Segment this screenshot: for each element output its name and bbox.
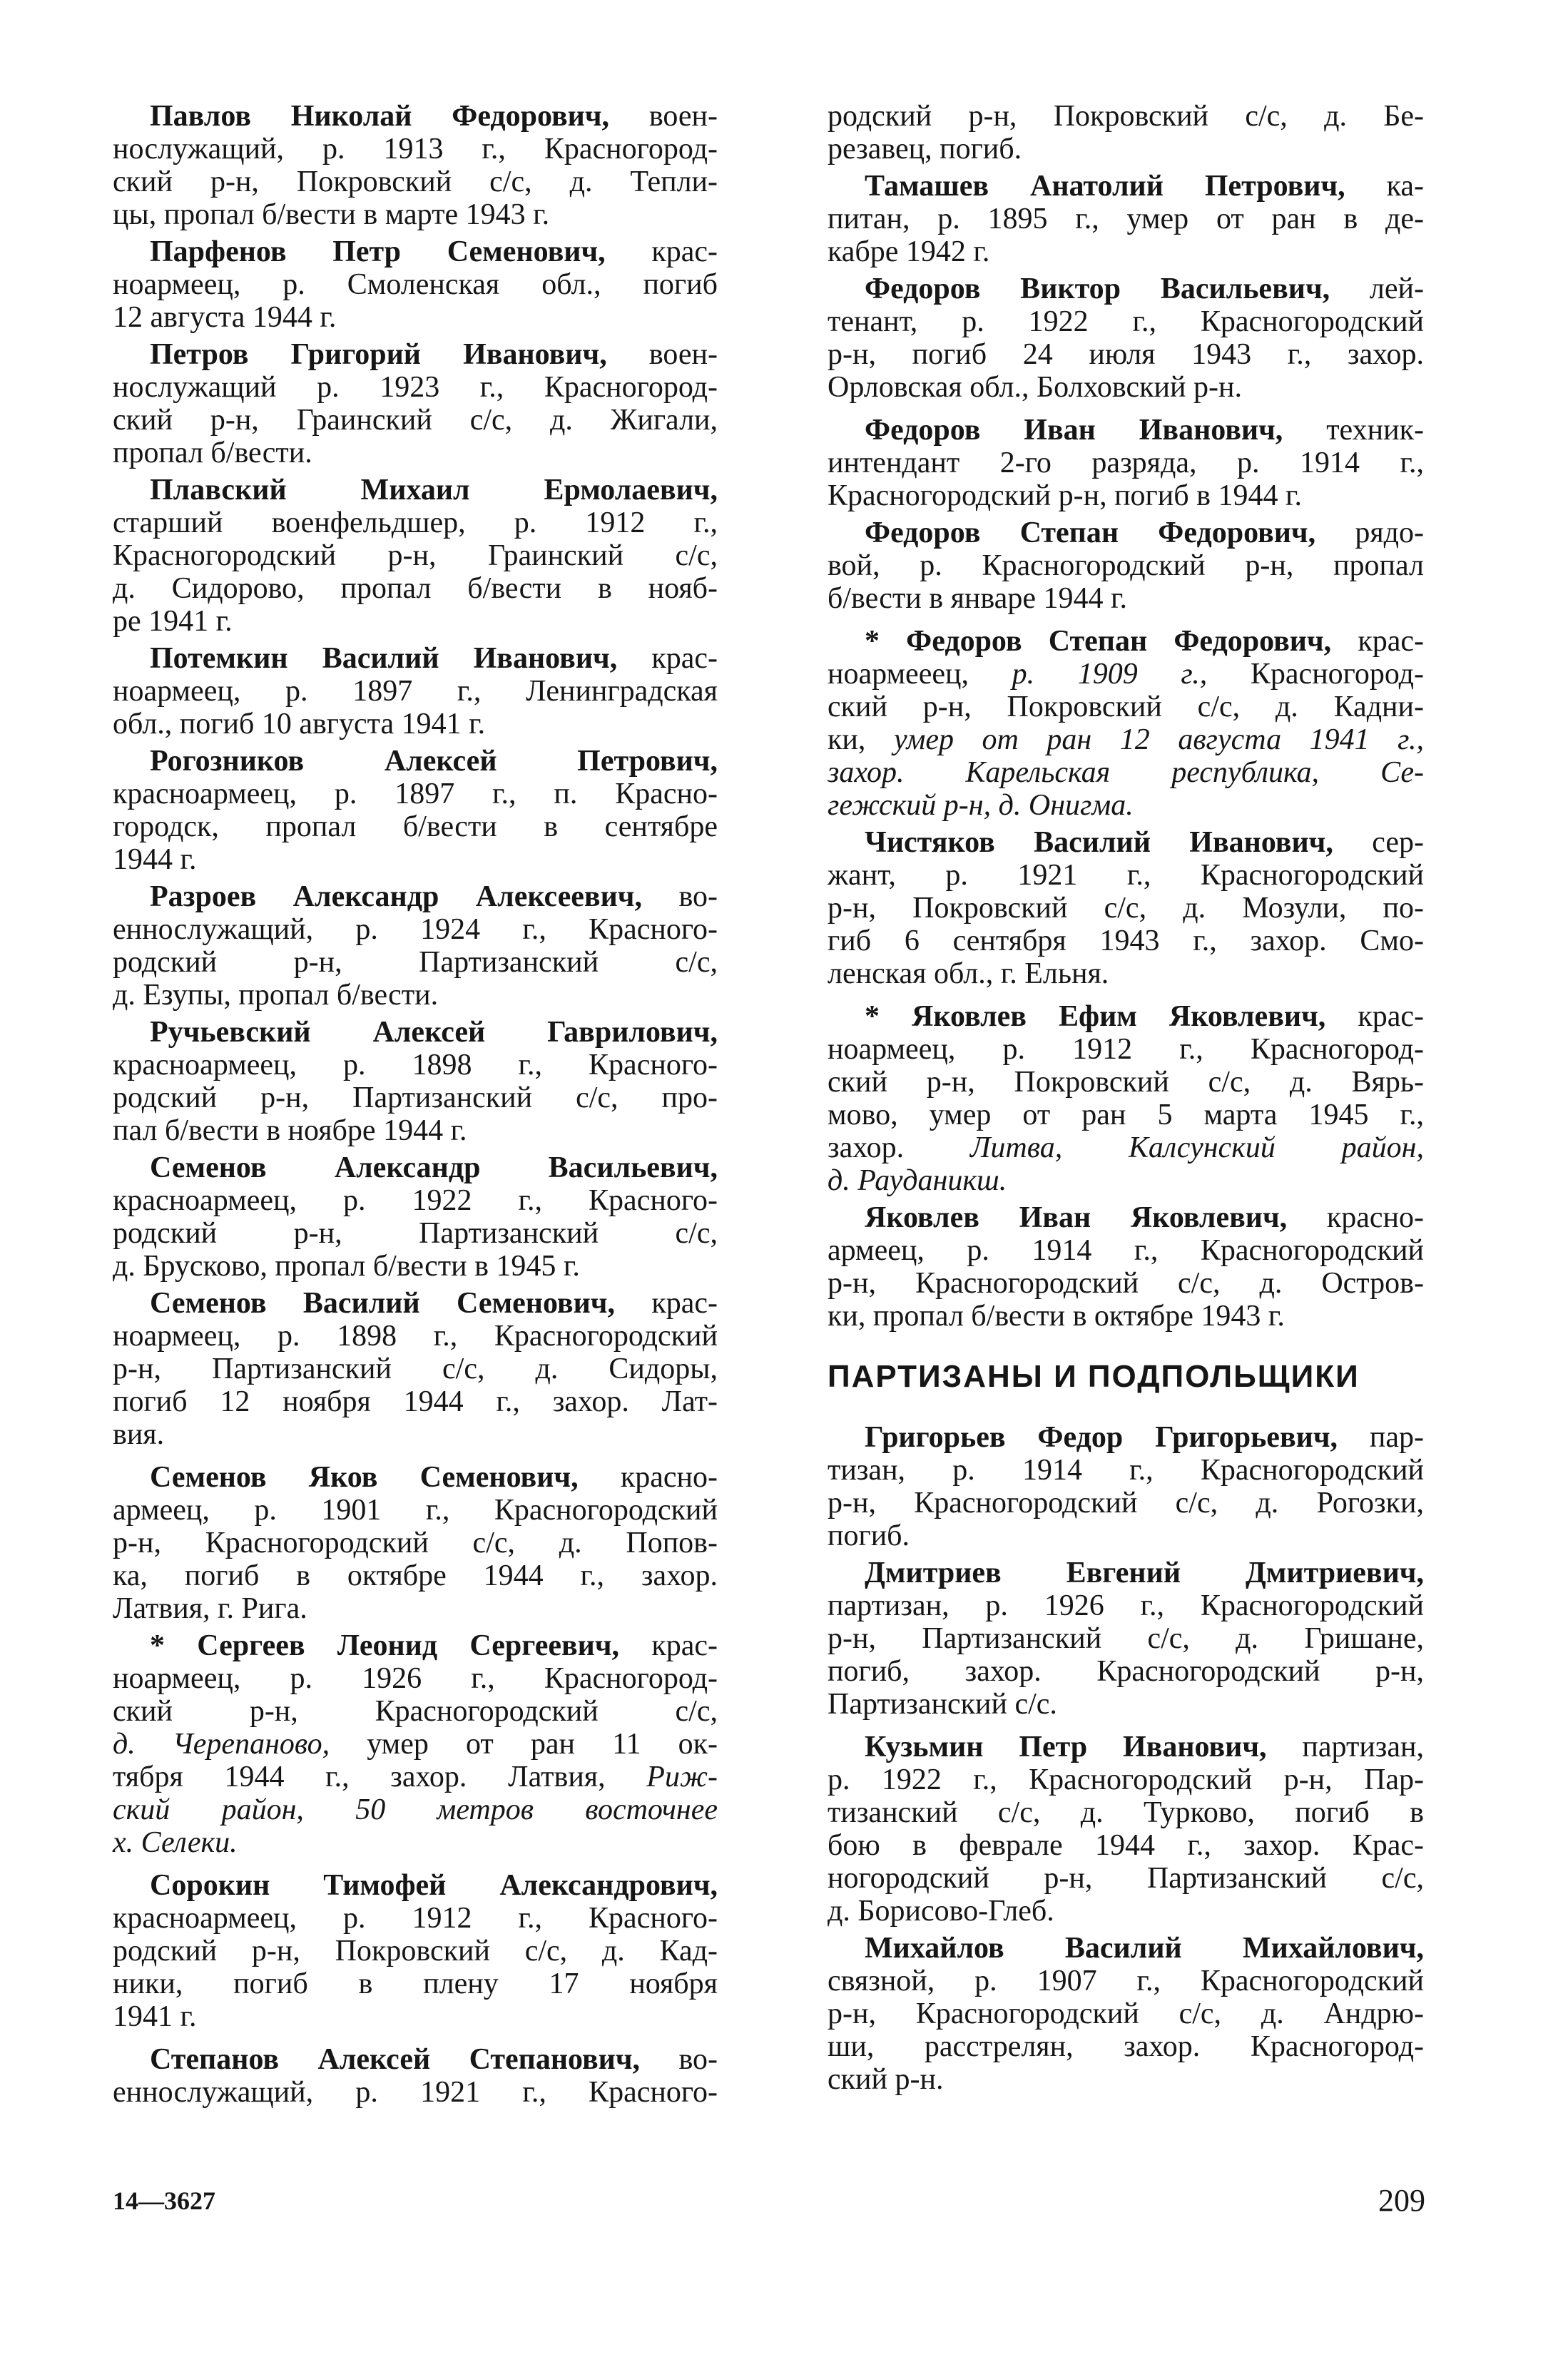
text-line	[828, 1099, 1424, 1131]
italic-text: д. Черепаново,	[113, 1728, 330, 1761]
person-name: Федоров Виктор Васильевич,	[865, 273, 1330, 305]
section-heading: ПАРТИЗАНЫ И ПОДПОЛЬЩИКИ	[828, 1359, 1360, 1394]
line-text: кабре 1942 г.	[828, 235, 990, 268]
text-line	[113, 810, 718, 843]
line-text: рядо-	[1355, 516, 1425, 549]
line-text: ский р-н, Покровский с/с, д. Вярь-	[828, 1066, 1424, 1099]
text-line	[828, 1731, 1424, 1763]
italic-text: умер от ран 12 августа 1941 г.,	[893, 723, 1424, 756]
text-line	[113, 1629, 718, 1662]
line-text: крас-	[1358, 1000, 1424, 1033]
text-line	[828, 1454, 1424, 1487]
line-text: р-н, погиб 24 июля 1943 г., захор.	[828, 338, 1424, 371]
text-line	[828, 1895, 1424, 1928]
memorial-entry	[113, 100, 718, 231]
text-line	[828, 479, 1424, 512]
text-line	[113, 1184, 718, 1217]
person-name: Разроев Александр Алексеевич,	[150, 880, 642, 913]
text-line	[113, 1527, 718, 1559]
line-text: р-н, Покровский с/с, д. Мозули, по-	[828, 892, 1424, 925]
text-line	[113, 745, 718, 778]
text-line	[828, 1622, 1424, 1655]
line-text: Латвия, г. Рига.	[113, 1592, 307, 1625]
line-text: 12 августа 1944 г.	[113, 301, 337, 334]
line-text: нослужащий р. 1923 г., Красногород-	[113, 371, 718, 404]
text-line	[828, 1763, 1424, 1796]
text-line	[113, 1151, 718, 1184]
line-text: ши, расстрелян, захор. Красногород-	[828, 2030, 1424, 2063]
text-line	[828, 658, 1424, 691]
line-text: ноармеец, р. 1912 г., Красногород-	[828, 1033, 1424, 1066]
line-text: р-н, Красногородский с/с, д. Остров-	[828, 1267, 1424, 1300]
line-text: погиб, захор. Красногородский р-н,	[828, 1655, 1424, 1688]
text-line	[828, 1655, 1424, 1688]
person-name: Чистяков Василий Иванович,	[865, 826, 1333, 859]
text-line	[113, 506, 718, 539]
line-text: партизан,	[1302, 1731, 1425, 1763]
line-text: родский р-н, Партизанский с/с,	[113, 946, 718, 979]
italic-text: х. Селеки.	[113, 1826, 238, 1859]
memorial-entry	[828, 1557, 1424, 1721]
text-line	[113, 1793, 718, 1826]
line-text: ленская обл., г. Ельня.	[828, 957, 1109, 990]
text-line	[828, 170, 1424, 203]
person-name: Федоров Иван Иванович,	[865, 414, 1283, 447]
line-text: интендант 2-го разряда, р. 1914 г.,	[828, 447, 1424, 479]
text-line	[828, 133, 1424, 166]
text-line	[828, 338, 1424, 371]
text-line	[113, 605, 718, 638]
text-line	[113, 572, 718, 605]
text-line	[828, 1164, 1424, 1197]
text-line	[113, 539, 718, 572]
line-text: ники, погиб в плену 17 ноября	[113, 1967, 718, 2000]
text-line	[113, 1494, 718, 1527]
text-line	[113, 437, 718, 469]
memorial-entry	[828, 414, 1424, 512]
line-text: городск, пропал б/вести в сентябре	[113, 810, 718, 843]
person-name: Михайлов Василий Михайлович,	[865, 1932, 1424, 1965]
memorial-entry	[113, 1869, 718, 2033]
text-line	[828, 1862, 1424, 1895]
memorial-entry	[113, 1151, 718, 1283]
text-line	[113, 2000, 718, 2033]
italic-text: гежский р-н, д. Онигма.	[828, 789, 1134, 822]
line-text: д. Езупы, пропал б/вести.	[113, 979, 439, 1012]
memorial-entry	[828, 826, 1424, 990]
person-name: Семенов Яков Семенович,	[150, 1461, 579, 1494]
line-text: крас-	[651, 235, 718, 268]
memorial-entry	[828, 625, 1424, 822]
memorial-entry	[113, 1461, 718, 1625]
text-line	[828, 756, 1424, 789]
text-line	[113, 1728, 718, 1761]
text-line	[113, 1287, 718, 1320]
line-text: еннослужащий, р. 1921 г., Красного-	[113, 2076, 718, 2109]
text-line	[113, 1662, 718, 1695]
line-text: вой, р. Красногородский р-н, пропал	[828, 549, 1424, 582]
memorial-entry	[113, 474, 718, 638]
text-line	[113, 1826, 718, 1859]
text-line	[113, 1114, 718, 1147]
text-line	[828, 1267, 1424, 1300]
person-name: Ручьевский Алексей Гаврилович,	[150, 1016, 718, 1049]
line-text: партизан, р. 1926 г., Красногородский	[828, 1589, 1424, 1622]
text-line	[113, 198, 718, 231]
text-line	[113, 1935, 718, 1967]
line-text: старший военфельдшер, р. 1912 г.,	[113, 506, 718, 539]
text-line	[113, 268, 718, 301]
text-line	[828, 1066, 1424, 1099]
line-text: гиб 6 сентября 1943 г., захор. Смо-	[828, 925, 1424, 957]
memorial-entry	[828, 516, 1424, 615]
person-name: Семенов Александр Васильевич,	[150, 1151, 718, 1184]
text-line	[828, 1965, 1424, 1997]
text-line	[828, 1829, 1424, 1862]
line-text: ский р-н, Покровский с/с, д. Кадни-	[828, 691, 1424, 723]
line-text: крас-	[651, 642, 718, 675]
memorial-entry	[113, 338, 718, 469]
text-line	[113, 642, 718, 675]
text-line	[113, 1461, 718, 1494]
text-line	[828, 549, 1424, 582]
line-text: ноармеец, р. 1898 г., Красногородский	[113, 1320, 718, 1353]
text-line	[828, 1932, 1424, 1965]
line-text: связной, р. 1907 г., Красногородский	[828, 1965, 1424, 1997]
left-column	[113, 100, 718, 2113]
text-line	[113, 1217, 718, 1250]
line-text: родский р-н, Партизанский с/с, про-	[113, 1081, 718, 1114]
line-text: красноармеец, р. 1898 г., Красного-	[113, 1049, 718, 1081]
line-text: ский р-н, Красногородский с/с,	[113, 1695, 718, 1728]
text-line	[113, 371, 718, 404]
text-line	[113, 1385, 718, 1418]
text-line	[113, 100, 718, 133]
text-line	[113, 946, 718, 979]
person-name: Плавский Михаил Ермолаевич,	[150, 474, 718, 506]
line-text: резавец, погиб.	[828, 133, 1022, 166]
line-text: ка-	[1386, 170, 1424, 203]
text-line	[828, 305, 1424, 338]
line-text: красноармеец, р. 1912 г., Красного-	[113, 1902, 718, 1935]
right-column	[828, 100, 1424, 2100]
line-text: сер-	[1372, 826, 1424, 859]
text-line	[113, 1081, 718, 1114]
right-column-entries	[828, 100, 1424, 1333]
text-line	[828, 859, 1424, 892]
text-line	[113, 1902, 718, 1935]
line-text: тенант, р. 1922 г., Красногородский	[828, 305, 1424, 338]
line-text: д. Брусково, пропал б/вести в 1945 г.	[113, 1250, 580, 1283]
line-text: ский р-н.	[828, 2063, 944, 2096]
line-text: воен-	[648, 100, 718, 133]
line-text: крас-	[651, 1287, 718, 1320]
line-text: крас-	[651, 1629, 718, 1662]
line-text: р-н, Красногородский с/с, д. Андрю-	[828, 1997, 1424, 2030]
person-name: * Федоров Степан Федорович,	[865, 625, 1332, 658]
person-name: Дмитриев Евгений Дмитриевич,	[865, 1557, 1424, 1589]
person-name: Григорьев Федор Григорьевич,	[865, 1421, 1338, 1454]
text-line	[828, 1487, 1424, 1519]
text-line	[828, 789, 1424, 822]
text-line	[113, 1761, 718, 1793]
line-text: мово, умер от ран 5 марта 1945 г.,	[828, 1099, 1424, 1131]
line-text: 1944 г.	[113, 843, 197, 876]
line-text: р. 1922 г., Красногородский р-н, Пар-	[828, 1763, 1424, 1796]
text-line	[828, 2030, 1424, 2063]
text-line	[828, 203, 1424, 235]
text-line	[113, 474, 718, 506]
text-line	[113, 235, 718, 268]
line-text: питан, р. 1895 г., умер от ран в де-	[828, 203, 1424, 235]
text-line	[113, 1869, 718, 1902]
entry-continuation	[828, 100, 1424, 166]
text-line	[113, 778, 718, 810]
person-name: Тамашев Анатолий Петрович,	[865, 170, 1345, 203]
line-text: погиб.	[828, 1519, 910, 1552]
text-line	[113, 2076, 718, 2109]
text-line	[113, 133, 718, 166]
text-line	[113, 1418, 718, 1451]
text-line	[113, 1967, 718, 2000]
memorial-entry	[828, 1201, 1424, 1333]
memorial-entry	[828, 170, 1424, 268]
italic-text: Риж-	[646, 1761, 718, 1793]
text-line	[113, 1250, 718, 1283]
line-text: ногородский р-н, Партизанский с/с,	[828, 1862, 1424, 1895]
line-text: лей-	[1369, 273, 1424, 305]
memorial-entry	[113, 880, 718, 1012]
line-text: родский р-н, Партизанский с/с,	[113, 1217, 718, 1250]
text-line	[828, 1688, 1424, 1721]
person-name: Сорокин Тимофей Александрович,	[150, 1869, 718, 1902]
italic-text: ский район, 50 метров восточнее	[113, 1793, 718, 1826]
memorial-entry	[828, 1421, 1424, 1552]
person-name: Рогозников Алексей Петрович,	[150, 745, 718, 778]
person-name: Степанов Алексей Степанович,	[150, 2043, 641, 2076]
memorial-entry	[828, 1932, 1424, 2096]
text-line	[828, 625, 1424, 658]
text-line	[113, 675, 718, 708]
memorial-entry	[113, 745, 718, 876]
memorial-entry	[113, 1016, 718, 1147]
line-text: Красногород-	[1250, 658, 1425, 691]
text-line	[828, 235, 1424, 268]
person-name: Яковлев Иван Яковлевич,	[865, 1201, 1288, 1234]
memorial-entry	[113, 642, 718, 740]
line-text: бою в феврале 1944 г., захор. Крас-	[828, 1829, 1424, 1862]
italic-text: Литва, Калсунский район,	[969, 1131, 1424, 1164]
text-line	[828, 1557, 1424, 1589]
person-name: Кузьмин Петр Иванович,	[865, 1731, 1267, 1763]
person-name: Петров Григорий Иванович,	[150, 338, 607, 371]
text-line	[828, 516, 1424, 549]
line-text: цы, пропал б/вести в марте 1943 г.	[113, 198, 550, 231]
line-text: армеец, р. 1914 г., Красногородский	[828, 1234, 1424, 1267]
line-text: Красногородский р-н, Граинский с/с,	[113, 539, 718, 572]
text-line	[828, 691, 1424, 723]
line-text: ский р-н, Граинский с/с, д. Жигали,	[113, 404, 718, 437]
text-line	[113, 166, 718, 198]
text-line	[113, 979, 718, 1012]
text-line	[113, 1559, 718, 1592]
line-text: р-н, Партизанский с/с, д. Гришане,	[828, 1622, 1424, 1655]
line-text: во-	[678, 2043, 718, 2076]
line-text: тября 1944 г., захор. Латвия,	[113, 1761, 606, 1793]
line-text: р-н, Красногородский с/с, д. Рогозки,	[828, 1487, 1424, 1519]
text-line	[828, 1131, 1424, 1164]
line-text: воен-	[648, 338, 718, 371]
text-line	[113, 404, 718, 437]
line-text: ноармеец, р. 1897 г., Ленинградская	[113, 675, 718, 708]
line-text: обл., погиб 10 августа 1941 г.	[113, 708, 486, 740]
person-name: Потемкин Василий Иванович,	[150, 642, 618, 675]
text-line	[828, 1796, 1424, 1829]
line-text: р-н, Красногородский с/с, д. Попов-	[113, 1527, 718, 1559]
text-line	[113, 708, 718, 740]
text-line	[828, 2063, 1424, 2096]
text-line	[113, 1592, 718, 1625]
text-line	[828, 1201, 1424, 1234]
text-line	[828, 1300, 1424, 1333]
text-line	[828, 826, 1424, 859]
italic-text: захор. Карельская республика, Се-	[828, 756, 1424, 789]
text-line	[113, 2043, 718, 2076]
text-line	[828, 1589, 1424, 1622]
line-text: пар-	[1369, 1421, 1424, 1454]
line-text: тизан, р. 1914 г., Красногородский	[828, 1454, 1424, 1487]
memorial-entry	[113, 235, 718, 334]
page-number: 209	[1378, 2183, 1425, 2218]
text-line	[828, 273, 1424, 305]
text-line	[828, 1421, 1424, 1454]
text-line	[828, 371, 1424, 404]
memorial-entry	[828, 1000, 1424, 1197]
memorial-entry	[828, 1731, 1424, 1928]
line-text: пропал б/вести.	[113, 437, 312, 469]
line-text: красно-	[620, 1461, 718, 1494]
line-text: д. Борисово-Глеб.	[828, 1895, 1054, 1928]
text-line	[113, 1049, 718, 1081]
line-text: вия.	[113, 1418, 165, 1451]
text-line	[113, 1695, 718, 1728]
text-line	[828, 414, 1424, 447]
italic-text: р. 1909 г.,	[1012, 658, 1208, 691]
person-name: Федоров Степан Федорович,	[865, 516, 1316, 549]
line-text: погиб 12 ноября 1944 г., захор. Лат-	[113, 1385, 718, 1418]
text-line	[113, 1353, 718, 1385]
text-line	[113, 1016, 718, 1049]
line-text: красноармеец, р. 1897 г., п. Красно-	[113, 778, 718, 810]
line-text: ка, погиб в октябре 1944 г., захор.	[113, 1559, 718, 1592]
person-name: Павлов Николай Федорович,	[150, 100, 610, 133]
line-text: ноармеец, р. 1926 г., Красногород-	[113, 1662, 718, 1695]
memorial-entry	[113, 1287, 718, 1451]
text-line	[828, 582, 1424, 615]
memorial-entry	[113, 1629, 718, 1859]
person-name: * Яковлев Ефим Яковлевич,	[865, 1000, 1326, 1033]
text-line	[828, 957, 1424, 990]
line-text: ноармееец,	[828, 658, 969, 691]
line-text: ки,	[828, 723, 866, 756]
text-line	[113, 913, 718, 946]
line-text: Красногородский р-н, погиб в 1944 г.	[828, 479, 1302, 512]
line-text: Партизанский с/с.	[828, 1688, 1057, 1721]
text-line	[828, 447, 1424, 479]
text-line	[828, 100, 1424, 133]
line-text: красноармеец, р. 1922 г., Красного-	[113, 1184, 718, 1217]
line-text: техник-	[1326, 414, 1424, 447]
line-text: ре 1941 г.	[113, 605, 233, 638]
line-text: родский р-н, Покровский с/с, д. Бе-	[828, 100, 1424, 133]
line-text: нослужащий, р. 1913 г., Красногород-	[113, 133, 718, 166]
line-text: д. Сидорово, пропал б/вести в нояб-	[113, 572, 718, 605]
person-name: Семенов Василий Семенович,	[150, 1287, 615, 1320]
line-text: р-н, Партизанский с/с, д. Сидоры,	[113, 1353, 718, 1385]
line-text: во-	[678, 880, 718, 913]
text-line	[113, 338, 718, 371]
text-line	[113, 1320, 718, 1353]
line-text: красно-	[1326, 1201, 1424, 1234]
text-line	[828, 723, 1424, 756]
printer-signature: 14—3627	[113, 2187, 215, 2215]
person-name: * Сергеев Леонид Сергеевич,	[150, 1629, 620, 1662]
memorial-entry	[828, 273, 1424, 404]
line-text: жант, р. 1921 г., Красногородский	[828, 859, 1424, 892]
line-text: ский р-н, Покровский с/с, д. Тепли-	[113, 166, 718, 198]
line-text: родский р-н, Покровский с/с, д. Кад-	[113, 1935, 718, 1967]
text-line	[113, 843, 718, 876]
text-line	[113, 880, 718, 913]
text-line	[828, 892, 1424, 925]
text-line	[828, 1033, 1424, 1066]
memorial-entry	[113, 2043, 718, 2109]
line-text: б/вести в январе 1944 г.	[828, 582, 1127, 615]
person-name: Парфенов Петр Семенович,	[150, 235, 606, 268]
text-line	[828, 1234, 1424, 1267]
line-text: крас-	[1358, 625, 1424, 658]
line-text: тизанский с/с, д. Турково, погиб в	[828, 1796, 1424, 1829]
line-text: ноармеец, р. Смоленская обл., погиб	[113, 268, 718, 301]
line-text: ки, пропал б/вести в октябре 1943 г.	[828, 1300, 1285, 1333]
section-entries	[828, 1421, 1424, 2096]
text-line	[828, 925, 1424, 957]
line-text: Орловская обл., Болховский р-н.	[828, 371, 1242, 404]
text-line	[113, 301, 718, 334]
line-text: умер от ран 11 ок-	[367, 1728, 718, 1761]
line-text: еннослужащий, р. 1924 г., Красного-	[113, 913, 718, 946]
text-line	[828, 1519, 1424, 1552]
line-text: 1941 г.	[113, 2000, 197, 2033]
line-text: армеец, р. 1901 г., Красногородский	[113, 1494, 718, 1527]
italic-text: д. Рауданикш.	[828, 1164, 1007, 1197]
line-text: пал б/вести в ноябре 1944 г.	[113, 1114, 467, 1147]
text-line	[828, 1997, 1424, 2030]
line-text: захор.	[828, 1131, 905, 1164]
text-line	[828, 1000, 1424, 1033]
